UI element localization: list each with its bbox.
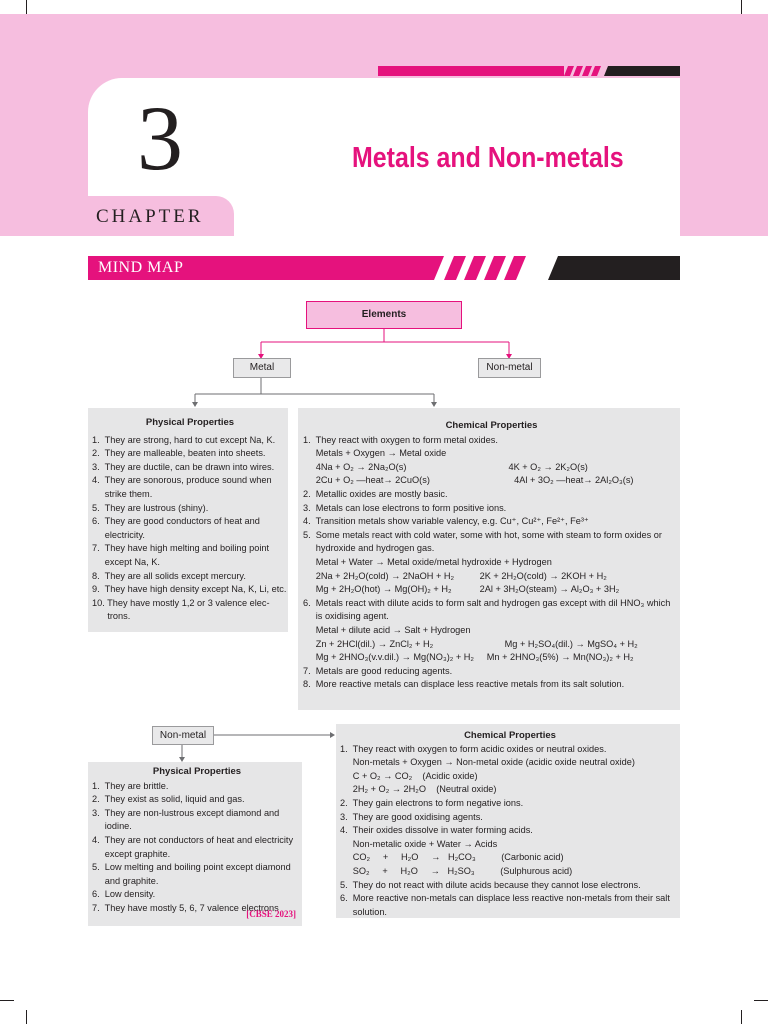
list-item: 6. More reactive non-metals can displace less reactive non-metals from their salt bbox=[340, 893, 670, 904]
list-item: 1. They react with oxygen to form acidic oxides or neutral oxides. bbox=[340, 743, 607, 754]
list-item: 6. Metals react with dilute acids to form salt and hydrogen gas except with dil HNO₃ which bbox=[303, 597, 671, 608]
list-item: 7. They have high melting and boiling point bbox=[92, 543, 270, 554]
list-item: except graphite. bbox=[92, 848, 171, 859]
list-item: 8. They are all solids except mercury. bbox=[92, 570, 246, 581]
nonmetal-chemical-heading: Chemical Properties bbox=[464, 730, 556, 741]
list-item: CO₂ + H₂O → H₂CO₃ (Carbonic acid) bbox=[340, 852, 564, 863]
list-item: 1. They are brittle. bbox=[92, 780, 169, 791]
list-item: Non-metals + Oxygen → Non-metal oxide (acidic oxide neutral oxide) bbox=[340, 757, 635, 768]
chapter-label: CHAPTER bbox=[96, 206, 204, 227]
metal-chemical-list bbox=[303, 434, 680, 692]
list-item: 2. Metallic oxides are mostly basic. bbox=[303, 488, 448, 499]
list-item: 2. They gain electrons to form negative ions. bbox=[340, 797, 524, 808]
list-item: strike them. bbox=[92, 488, 153, 499]
list-item: 5. They are lustrous (shiny). bbox=[92, 502, 209, 513]
list-item: 3. They are good oxidising agents. bbox=[340, 811, 483, 822]
list-item: 2H₂ + O₂ → 2H₂O (Neutral oxide) bbox=[340, 784, 497, 795]
nonmetal-physical-panel bbox=[88, 762, 302, 926]
metal-chemical-heading: Chemical Properties bbox=[445, 420, 538, 431]
list-item: 6. Low density. bbox=[92, 889, 156, 900]
list-item: Zn + 2HCl(dil.) → ZnCl₂ + H₂ Mg + H₂SO₄(dil.) → MgSO₄ + H₂ bbox=[303, 638, 638, 649]
list-item: 7. Metals are good reducing agents. bbox=[303, 665, 453, 676]
list-item: 3. They are non-lustrous except diamond and bbox=[92, 807, 280, 818]
list-item: 5. Low melting and boiling point except diamond bbox=[92, 862, 291, 873]
list-item: 1. They react with oxygen to form metal oxides. bbox=[303, 434, 498, 445]
list-item: 4. Transition metals show variable valency, e.g. Cu⁺, Cu²⁺, Fe²⁺, Fe³⁺ bbox=[303, 516, 589, 527]
nonmetal-chemical-list bbox=[340, 743, 680, 920]
section-label: MIND MAP bbox=[98, 259, 184, 276]
list-item: Metals + Oxygen → Metal oxide bbox=[303, 448, 447, 459]
list-item: except Na, K. bbox=[92, 556, 160, 567]
list-item: Metal + dilute acid → Salt + Hydrogen bbox=[303, 624, 471, 635]
list-item: 4. They are sonorous, produce sound when bbox=[92, 475, 272, 486]
list-item: 6. They are good conductors of heat and bbox=[92, 516, 260, 527]
list-item: Mg + 2HNO₃(v.v.dil.) → Mg(NO₃)₂ + H₂ Mn + 2HNO₃(5%) → Mn(NO₃)₂ + H₂ bbox=[303, 652, 634, 663]
node-elements: Elements bbox=[306, 301, 462, 329]
list-item: 7. They have mostly 5, 6, 7 valence electrons bbox=[92, 902, 279, 913]
metal-physical-panel bbox=[88, 408, 288, 632]
list-item: Mg + 2H₂O(hot) → Mg(OH)₂ + H₂ 2Al + 3H₂O(steam) → Al₂O₃ + 3H₂ bbox=[303, 584, 620, 595]
list-item: is oxidising agent. bbox=[303, 611, 389, 622]
list-item: 2Cu + O₂ —heat→ 2CuO(s) 4Al + 3O₂ —heat→ 2Al₂O₃(s) bbox=[303, 475, 634, 486]
list-item: iodine. bbox=[92, 821, 132, 832]
node-non-metal-2: Non-metal bbox=[152, 726, 214, 745]
list-item: 4Na + O₂ → 2Na₂O(s) 4K + O₂ → 2K₂O(s) bbox=[303, 461, 588, 472]
list-item: C + O₂ → CO₂ (Acidic oxide) bbox=[340, 770, 478, 781]
node-non-metal: Non-metal bbox=[478, 358, 541, 378]
list-item: 3. Metals can lose electrons to form positive ions. bbox=[303, 502, 507, 513]
list-item: solution. bbox=[340, 906, 387, 917]
list-item: electricity. bbox=[92, 529, 145, 540]
list-item: Non-metalic oxide + Water → Acids bbox=[340, 838, 498, 849]
chapter-title: Metals and Non-metals bbox=[352, 142, 624, 174]
nonmetal-physical-heading: Physical Properties bbox=[152, 766, 242, 777]
metal-physical-list bbox=[92, 434, 288, 624]
nonmetal-physical-list bbox=[92, 780, 302, 916]
list-item: 10. They have mostly 1,2 or 3 valence elec- bbox=[92, 597, 270, 608]
node-metal: Metal bbox=[233, 358, 291, 378]
list-item: hydroxide and hydrogen gas. bbox=[303, 543, 435, 554]
list-item: 2Na + 2H₂O(cold) → 2NaOH + H₂ 2K + 2H₂O(cold) → 2KOH + H₂ bbox=[303, 570, 607, 581]
list-item: 2. They are malleable, beaten into sheets. bbox=[92, 448, 266, 459]
list-item: 1. They are strong, hard to cut except Na, K. bbox=[92, 434, 276, 445]
list-item: 9. They have high density except Na, K, Li, etc. bbox=[92, 584, 287, 595]
list-item: SO₂ + H₂O → H₂SO₃ (Sulphurous acid) bbox=[340, 865, 573, 876]
list-item: 8. More reactive metals can displace less reactive metals from its salt solution. bbox=[303, 679, 625, 690]
list-item: 3. They are ductile, can be drawn into wires. bbox=[92, 461, 275, 472]
metal-chemical-panel bbox=[298, 408, 680, 710]
list-item: Metal + Water → Metal oxide/metal hydroxide + Hydrogen bbox=[303, 556, 552, 567]
list-item: 5. They do not react with dilute acids because they cannot lose electrons. bbox=[340, 879, 641, 890]
cbse-tag: [CBSE 2023] bbox=[246, 909, 296, 920]
nonmetal-chemical-panel bbox=[336, 724, 680, 918]
chapter-number: 3 bbox=[137, 87, 183, 189]
list-item: 4. Their oxides dissolve in water forming acids. bbox=[340, 825, 533, 836]
list-item: trons. bbox=[92, 611, 131, 622]
list-item: 5. Some metals react with cold water, some with hot, some with steam to form oxides or bbox=[303, 529, 662, 540]
list-item: and graphite. bbox=[92, 875, 159, 886]
metal-physical-heading: Physical Properties bbox=[145, 417, 235, 428]
list-item: 4. They are not conductors of heat and electricity bbox=[92, 834, 294, 845]
list-item: 2. They exist as solid, liquid and gas. bbox=[92, 794, 245, 805]
